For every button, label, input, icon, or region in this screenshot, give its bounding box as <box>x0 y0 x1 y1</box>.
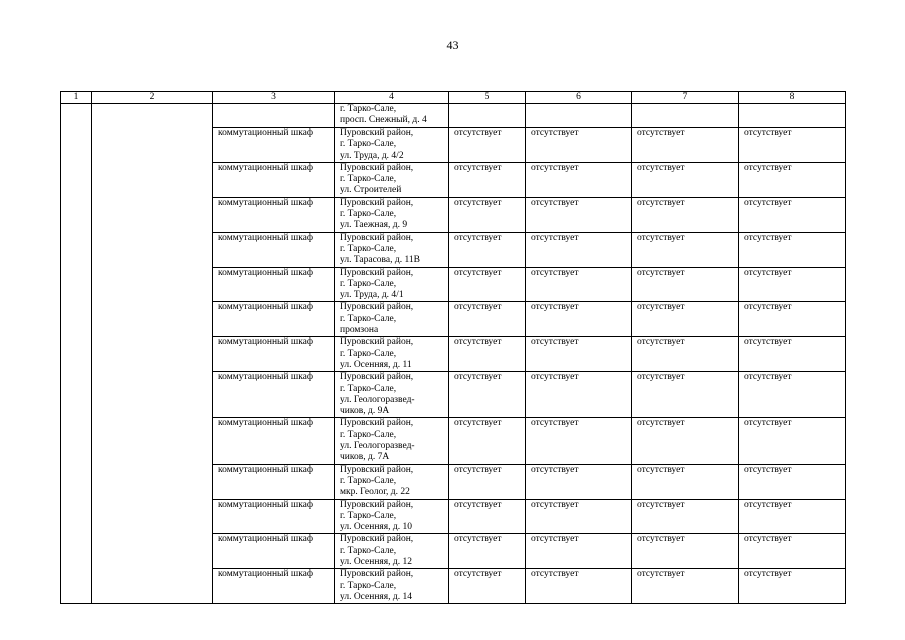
cell-c7: отсутствует <box>632 302 739 337</box>
address-line: г. Тарко-Сале, <box>340 209 397 220</box>
cell-equipment-type: коммутационный шкаф <box>213 569 335 604</box>
cell-c5: отсутствует <box>449 232 526 267</box>
cell-address <box>335 232 449 267</box>
cell-c7 <box>632 104 739 128</box>
cell-address <box>335 302 449 337</box>
cell-c6: отсутствует <box>526 534 632 569</box>
cell-c6: отсутствует <box>526 302 632 337</box>
cell-c7: отсутствует <box>632 569 739 604</box>
cell-c5 <box>449 104 526 128</box>
cell-equipment-type: коммутационный шкаф <box>213 372 335 418</box>
cell-c7: отсутствует <box>632 162 739 197</box>
merged-cell-col2 <box>92 104 213 604</box>
table-row <box>61 104 846 128</box>
cell-equipment-type: коммутационный шкаф <box>213 464 335 499</box>
address-line: чиков, д. 7А <box>340 452 390 463</box>
cell-c8: отсутствует <box>739 267 846 302</box>
cell-c8: отсутствует <box>739 162 846 197</box>
page-number: 43 <box>446 38 459 52</box>
cell-c7: отсутствует <box>632 128 739 163</box>
address-line: г. Тарко-Сале, <box>340 429 397 440</box>
address-line: промзона <box>340 325 379 336</box>
address-line: просп. Снежный, д. 4 <box>340 115 427 126</box>
column-header-6: 6 <box>526 92 632 104</box>
address-line: ул. Тарасова, д. 11В <box>340 255 420 266</box>
cell-address <box>335 162 449 197</box>
cell-equipment-type: коммутационный шкаф <box>213 499 335 534</box>
cell-c8: отсутствует <box>739 232 846 267</box>
cell-c6: отсутствует <box>526 418 632 464</box>
cell-c7: отсутствует <box>632 197 739 232</box>
address-line: Пуровский район, <box>340 302 414 313</box>
cell-c8: отсутствует <box>739 302 846 337</box>
address-line: г. Тарко-Сале, <box>340 174 397 185</box>
address-line: мкр. Геолог, д. 22 <box>340 487 410 498</box>
cell-c6: отсутствует <box>526 162 632 197</box>
table-header-row <box>61 92 846 104</box>
cell-equipment-type: коммутационный шкаф <box>213 418 335 464</box>
cell-c5: отсутствует <box>449 534 526 569</box>
cell-c8: отсутствует <box>739 128 846 163</box>
cell-c6: отсутствует <box>526 337 632 372</box>
cell-c7: отсутствует <box>632 534 739 569</box>
cell-c8 <box>739 104 846 128</box>
cell-c8: отсутствует <box>739 337 846 372</box>
address-line: ул. Осенняя, д. 10 <box>340 522 412 533</box>
table-body <box>61 104 846 604</box>
cell-c8: отсутствует <box>739 372 846 418</box>
address-line: ул. Геологоразвед- <box>340 394 415 405</box>
address-line: Пуровский район, <box>340 337 414 348</box>
address-line: Пуровский район, <box>340 267 414 278</box>
address-line: г. Тарко-Сале, <box>340 139 397 150</box>
cell-c6: отсутствует <box>526 372 632 418</box>
cell-c8: отсутствует <box>739 569 846 604</box>
cell-equipment-type: коммутационный шкаф <box>213 197 335 232</box>
cell-equipment-type: коммутационный шкаф <box>213 128 335 163</box>
address-line: Пуровский район, <box>340 499 414 510</box>
cell-c6: отсутствует <box>526 464 632 499</box>
address-line: г. Тарко-Сале, <box>340 313 397 324</box>
cell-address <box>335 128 449 163</box>
cell-equipment-type: коммутационный шкаф <box>213 232 335 267</box>
cell-c5: отсутствует <box>449 128 526 163</box>
address-line: г. Тарко-Сале, <box>340 278 397 289</box>
cell-equipment-type: коммутационный шкаф <box>213 267 335 302</box>
cell-equipment-type: коммутационный шкаф <box>213 534 335 569</box>
column-header-4: 4 <box>335 92 449 104</box>
cell-address <box>335 197 449 232</box>
address-line: ул. Труда, д. 4/2 <box>340 150 404 161</box>
cell-c6: отсутствует <box>526 197 632 232</box>
address-line: г. Тарко-Сале, <box>340 545 397 556</box>
cell-c6: отсутствует <box>526 267 632 302</box>
address-line: ул. Геологоразвед- <box>340 441 415 452</box>
merged-cell-col1 <box>61 104 92 604</box>
cell-c5: отсутствует <box>449 464 526 499</box>
address-line: ул. Осенняя, д. 11 <box>340 359 412 370</box>
cell-c7: отсутствует <box>632 337 739 372</box>
cell-c8: отсутствует <box>739 418 846 464</box>
cell-c5: отсутствует <box>449 197 526 232</box>
column-header-3: 3 <box>213 92 335 104</box>
address-line: ул. Труда, д. 4/1 <box>340 290 404 301</box>
cell-c8: отсутствует <box>739 464 846 499</box>
address-line: Пуровский район, <box>340 232 414 243</box>
column-header-2: 2 <box>92 92 213 104</box>
cell-c8: отсутствует <box>739 197 846 232</box>
address-line: Пуровский район, <box>340 162 414 173</box>
cell-c5: отсутствует <box>449 337 526 372</box>
data-table <box>60 91 846 604</box>
address-line: г. Тарко-Сале, <box>340 383 397 394</box>
address-line: Пуровский район, <box>340 418 414 429</box>
cell-equipment-type: коммутационный шкаф <box>213 337 335 372</box>
address-line: Пуровский район, <box>340 464 414 475</box>
cell-c8: отсутствует <box>739 534 846 569</box>
cell-c5: отсутствует <box>449 569 526 604</box>
cell-c7: отсутствует <box>632 418 739 464</box>
cell-c5: отсутствует <box>449 267 526 302</box>
address-line: ул. Строителей <box>340 185 402 196</box>
address-line: ул. Таежная, д. 9 <box>340 220 408 231</box>
address-line: г. Тарко-Сале, <box>340 243 397 254</box>
cell-c5: отсутствует <box>449 302 526 337</box>
column-header-1: 1 <box>61 92 92 104</box>
cell-c5: отсутствует <box>449 162 526 197</box>
address-line: Пуровский район, <box>340 372 414 383</box>
cell-address <box>335 372 449 418</box>
cell-c6: отсутствует <box>526 232 632 267</box>
address-line: Пуровский район, <box>340 197 414 208</box>
cell-address <box>335 569 449 604</box>
address-line: г. Тарко-Сале, <box>340 475 397 486</box>
cell-c6 <box>526 104 632 128</box>
cell-address <box>335 337 449 372</box>
cell-c6: отсутствует <box>526 499 632 534</box>
cell-address <box>335 499 449 534</box>
address-line: Пуровский район, <box>340 534 414 545</box>
cell-address <box>335 464 449 499</box>
address-line: г. Тарко-Сале, <box>340 580 397 591</box>
address-line: г. Тарко-Сале, <box>340 348 397 359</box>
cell-c5: отсутствует <box>449 418 526 464</box>
column-header-8: 8 <box>739 92 846 104</box>
address-line: Пуровский район, <box>340 569 414 580</box>
cell-c7: отсутствует <box>632 372 739 418</box>
cell-c5: отсутствует <box>449 499 526 534</box>
cell-c7: отсутствует <box>632 464 739 499</box>
cell-c7: отсутствует <box>632 232 739 267</box>
column-header-7: 7 <box>632 92 739 104</box>
address-line: чиков, д. 9А <box>340 406 390 417</box>
cell-address <box>335 267 449 302</box>
cell-equipment-type <box>213 104 335 128</box>
cell-c6: отсутствует <box>526 128 632 163</box>
cell-c6: отсутствует <box>526 569 632 604</box>
cell-c7: отсутствует <box>632 267 739 302</box>
cell-equipment-type: коммутационный шкаф <box>213 162 335 197</box>
cell-c8: отсутствует <box>739 499 846 534</box>
cell-equipment-type: коммутационный шкаф <box>213 302 335 337</box>
cell-c5: отсутствует <box>449 372 526 418</box>
column-header-5: 5 <box>449 92 526 104</box>
cell-c7: отсутствует <box>632 499 739 534</box>
address-line: г. Тарко-Сале, <box>340 104 397 114</box>
address-line: г. Тарко-Сале, <box>340 510 397 521</box>
address-line: ул. Осенняя, д. 14 <box>340 591 412 602</box>
cell-address <box>335 104 449 128</box>
address-line: Пуровский район, <box>340 128 414 138</box>
address-line: ул. Осенняя, д. 12 <box>340 556 412 567</box>
cell-address <box>335 534 449 569</box>
cell-address <box>335 418 449 464</box>
